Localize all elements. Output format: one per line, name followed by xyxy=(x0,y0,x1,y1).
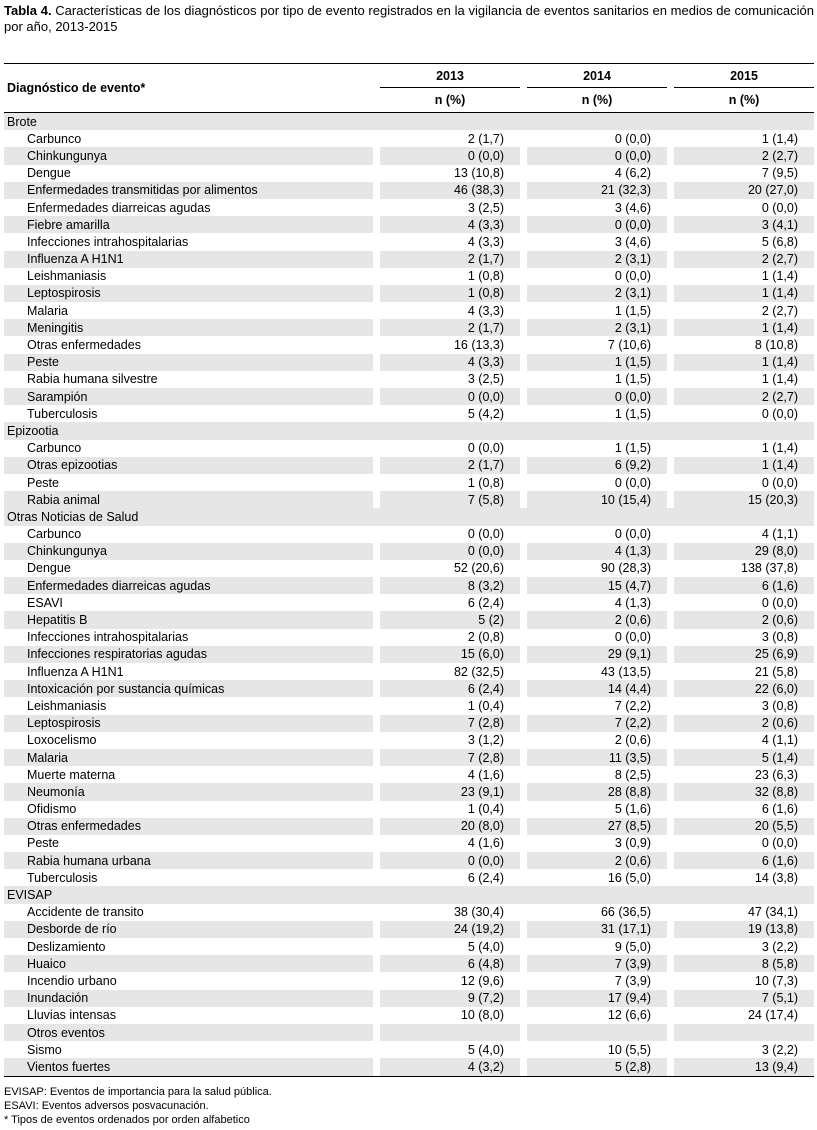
cell-year-2014: 1 (1,5) xyxy=(527,354,667,371)
row-diagnosis: Infecciones intrahospitalarias xyxy=(27,630,189,645)
table-row xyxy=(4,182,814,199)
cell-year-2013: 8 (3,2) xyxy=(380,577,520,594)
row-diagnosis: Leptospirosis xyxy=(4,285,373,302)
table-row xyxy=(4,697,814,714)
column-header-year-2015: 2015 xyxy=(674,64,814,88)
column-subheader-unit: n (%) xyxy=(728,93,760,107)
cell-year-2014: 16 (5,0) xyxy=(607,870,651,885)
row-diagnosis: Otras epizootias xyxy=(4,457,373,474)
cell-year-2013: 4 (3,3) xyxy=(380,216,520,233)
cell-year-2014: 90 (28,3) xyxy=(600,561,651,576)
cell-year-2014: 17 (9,4) xyxy=(527,990,667,1007)
cell-year-2014: 7 (3,9) xyxy=(614,973,651,988)
cell-year-2014: 2 (0,6) xyxy=(527,611,667,628)
cell-year-2013: 52 (20,6) xyxy=(453,561,504,576)
table-row xyxy=(4,1041,814,1058)
row-diagnosis: Intoxicación por sustancia químicas xyxy=(4,680,373,697)
cell-year-2014: 2 (3,1) xyxy=(527,319,667,336)
table-row xyxy=(4,354,814,371)
cell-year-2014: 3 (4,6) xyxy=(614,234,651,249)
row-diagnosis: Dengue xyxy=(27,561,71,576)
table-row xyxy=(4,783,814,800)
cell-year-2013: 0 (0,0) xyxy=(467,527,504,542)
cell-year-2014: 0 (0,0) xyxy=(614,475,651,490)
table-caption xyxy=(4,3,814,35)
cell-year-2013: 5 (4,2) xyxy=(467,406,504,421)
table-row xyxy=(4,869,814,886)
row-diagnosis: Peste xyxy=(4,354,373,371)
group-row xyxy=(4,508,814,525)
row-diagnosis: Rabia humana silvestre xyxy=(27,372,158,387)
table-row xyxy=(4,955,814,972)
cell-year-2015: 2 (2,7) xyxy=(674,251,814,268)
caption-label: Tabla 4. xyxy=(4,3,52,18)
cell-year-2014: 27 (8,5) xyxy=(527,818,667,835)
row-diagnosis: Peste xyxy=(27,475,59,490)
cell-year-2014: 4 (6,2) xyxy=(614,166,651,181)
table-row xyxy=(4,577,814,594)
cell-year-2013: 7 (5,8) xyxy=(380,491,520,508)
cell-year-2015: 4 (1,1) xyxy=(761,733,798,748)
cell-year-2014: 2 (0,6) xyxy=(527,852,667,869)
cell-year-2014: 1 (1,5) xyxy=(614,372,651,387)
row-diagnosis: Dengue xyxy=(27,166,71,181)
cell-year-2013 xyxy=(380,1024,520,1041)
table-row xyxy=(4,302,814,319)
column-header-year-2014: 2014 xyxy=(527,64,667,88)
cell-year-2015: 0 (0,0) xyxy=(761,200,798,215)
group-name: EVISAP xyxy=(4,886,814,903)
cell-year-2013: 2 (1,7) xyxy=(380,251,520,268)
row-diagnosis: Tuberculosis xyxy=(27,870,98,885)
cell-year-2013: 2 (1,7) xyxy=(380,319,520,336)
table-row xyxy=(4,594,814,611)
cell-year-2014: 14 (4,4) xyxy=(527,680,667,697)
cell-year-2013: 20 (8,0) xyxy=(380,818,520,835)
cell-year-2014: 10 (5,5) xyxy=(607,1042,651,1057)
row-diagnosis: Influenza A H1N1 xyxy=(4,251,373,268)
cell-year-2015: 1 (1,4) xyxy=(761,441,798,456)
row-diagnosis: Otros eventos xyxy=(4,1024,373,1041)
cell-year-2014: 7 (2,2) xyxy=(614,698,651,713)
cell-year-2014: 9 (5,0) xyxy=(614,939,651,954)
cell-year-2013: 16 (13,3) xyxy=(453,338,504,353)
cell-year-2013: 4 (1,6) xyxy=(467,836,504,851)
cell-year-2015: 5 (1,4) xyxy=(674,749,814,766)
cell-year-2015: 20 (5,5) xyxy=(674,818,814,835)
cell-year-2015: 14 (3,8) xyxy=(754,870,798,885)
row-diagnosis: Enfermedades diarreicas agudas xyxy=(4,577,373,594)
cell-year-2013: 82 (32,5) xyxy=(453,664,504,679)
cell-year-2014: 11 (3,5) xyxy=(527,749,667,766)
cell-year-2013: 7 (2,8) xyxy=(380,715,520,732)
cell-year-2014: 1 (1,5) xyxy=(614,406,651,421)
cell-year-2014: 7 (3,9) xyxy=(527,955,667,972)
row-diagnosis: Muerte materna xyxy=(27,767,116,782)
row-diagnosis: Tuberculosis xyxy=(27,406,98,421)
cell-year-2015: 0 (0,0) xyxy=(761,836,798,851)
cell-year-2014: 6 (9,2) xyxy=(527,457,667,474)
cell-year-2015: 6 (1,6) xyxy=(761,802,798,817)
table-row xyxy=(4,371,814,388)
cell-year-2015: 1 (1,4) xyxy=(761,131,798,146)
table-row xyxy=(4,405,814,422)
cell-year-2013: 3 (2,5) xyxy=(467,372,504,387)
cell-year-2013: 6 (4,8) xyxy=(380,955,520,972)
cell-year-2013: 46 (38,3) xyxy=(380,182,520,199)
cell-year-2015: 3 (2,2) xyxy=(761,939,798,954)
cell-year-2013: 13 (10,8) xyxy=(453,166,504,181)
cell-year-2013: 15 (6,0) xyxy=(380,646,520,663)
group-name: Brote xyxy=(4,113,814,131)
table-row xyxy=(4,972,814,989)
row-diagnosis: Malaria xyxy=(4,749,373,766)
row-diagnosis: Infecciones intrahospitalarias xyxy=(27,234,189,249)
row-diagnosis: Otras enfermedades xyxy=(4,818,373,835)
cell-year-2015 xyxy=(674,1024,814,1041)
cell-year-2015: 22 (6,0) xyxy=(674,680,814,697)
cell-year-2014: 43 (13,5) xyxy=(600,664,651,679)
cell-year-2014: 2 (3,1) xyxy=(527,285,667,302)
table-row xyxy=(4,921,814,938)
cell-year-2015: 32 (8,8) xyxy=(674,783,814,800)
cell-year-2015: 24 (17,4) xyxy=(747,1008,798,1023)
table-row xyxy=(4,818,814,835)
cell-year-2015: 3 (2,2) xyxy=(761,1042,798,1057)
cell-year-2013: 24 (19,2) xyxy=(380,921,520,938)
column-subheader-unit: n (%) xyxy=(434,93,466,107)
cell-year-2014: 1 (1,5) xyxy=(614,303,651,318)
cell-year-2015: 1 (1,4) xyxy=(674,285,814,302)
cell-year-2013: 5 (4,0) xyxy=(467,939,504,954)
cell-year-2014 xyxy=(527,1024,667,1041)
row-diagnosis: Rabia humana urbana xyxy=(4,852,373,869)
cell-year-2014: 4 (1,3) xyxy=(614,595,651,610)
table-row xyxy=(4,319,814,336)
cell-year-2015: 3 (4,1) xyxy=(674,216,814,233)
group-row xyxy=(4,113,814,131)
row-diagnosis: Carbunco xyxy=(27,527,82,542)
cell-year-2015: 3 (0,8) xyxy=(761,698,798,713)
row-diagnosis: Otras enfermedades xyxy=(27,338,141,353)
row-diagnosis: Leptospirosis xyxy=(4,715,373,732)
row-diagnosis: Sarampión xyxy=(4,388,373,405)
table-row xyxy=(4,766,814,783)
cell-year-2013: 4 (3,3) xyxy=(467,303,504,318)
cell-year-2014: 66 (36,5) xyxy=(600,905,651,920)
cell-year-2015: 2 (2,7) xyxy=(761,303,798,318)
cell-year-2013: 6 (2,4) xyxy=(380,680,520,697)
cell-year-2015: 3 (0,8) xyxy=(761,630,798,645)
cell-year-2014: 28 (8,8) xyxy=(527,783,667,800)
cell-year-2014: 29 (9,1) xyxy=(527,646,667,663)
cell-year-2014: 5 (1,6) xyxy=(614,802,651,817)
cell-year-2015: 21 (5,8) xyxy=(754,664,798,679)
cell-year-2014: 4 (1,3) xyxy=(527,543,667,560)
cell-year-2013: 4 (3,3) xyxy=(380,354,520,371)
table-row xyxy=(4,1007,814,1024)
table-row xyxy=(4,1058,814,1076)
table-row xyxy=(4,336,814,353)
row-diagnosis: Meningitis xyxy=(4,319,373,336)
cell-year-2014: 0 (0,0) xyxy=(527,388,667,405)
row-diagnosis: Deslizamiento xyxy=(27,939,106,954)
row-diagnosis: Huaico xyxy=(4,955,373,972)
cell-year-2013: 3 (1,2) xyxy=(467,733,504,748)
row-diagnosis: Enfermedades diarreicas agudas xyxy=(27,200,211,215)
table-row xyxy=(4,680,814,697)
table-row xyxy=(4,216,814,233)
row-diagnosis: Leishmaniasis xyxy=(27,269,107,284)
table-header xyxy=(4,64,814,113)
row-diagnosis: Desborde de río xyxy=(4,921,373,938)
cell-year-2013: 10 (8,0) xyxy=(460,1008,504,1023)
row-diagnosis: Hepatitis B xyxy=(4,611,373,628)
cell-year-2013: 1 (0,8) xyxy=(380,285,520,302)
cell-year-2013: 38 (30,4) xyxy=(453,905,504,920)
row-diagnosis: Malaria xyxy=(27,303,68,318)
table-row xyxy=(4,715,814,732)
cell-year-2013: 1 (0,8) xyxy=(467,269,504,284)
row-diagnosis: Carbunco xyxy=(27,441,82,456)
cell-year-2013: 23 (9,1) xyxy=(380,783,520,800)
row-diagnosis: Peste xyxy=(27,836,59,851)
table-row xyxy=(4,629,814,646)
cell-year-2013: 0 (0,0) xyxy=(467,441,504,456)
cell-year-2014: 2 (3,1) xyxy=(527,251,667,268)
cell-year-2013: 5 (4,0) xyxy=(467,1042,504,1057)
cell-year-2013: 2 (1,7) xyxy=(467,131,504,146)
cell-year-2015: 15 (20,3) xyxy=(674,491,814,508)
cell-year-2013: 12 (9,6) xyxy=(460,973,504,988)
table-row xyxy=(4,457,814,474)
caption-text: Características de los diagnósticos por tipo de evento registrados en la vigilancia de eventos sanitarios en medios de comunicación por año, 2013-2015 xyxy=(4,3,814,34)
footnote-ordering: * Tipos de eventos ordenados por orden alfabetico xyxy=(4,1114,250,1126)
cell-year-2013: 7 (2,8) xyxy=(380,749,520,766)
cell-year-2014: 7 (2,2) xyxy=(527,715,667,732)
cell-year-2014: 8 (2,5) xyxy=(614,767,651,782)
cell-year-2014: 0 (0,0) xyxy=(614,527,651,542)
cell-year-2014: 0 (0,0) xyxy=(614,269,651,284)
table-row xyxy=(4,732,814,749)
cell-year-2015: 1 (1,4) xyxy=(674,354,814,371)
row-diagnosis: ESAVI xyxy=(27,595,63,610)
row-diagnosis: Inundación xyxy=(4,990,373,1007)
cell-year-2013: 2 (1,7) xyxy=(380,457,520,474)
table-row xyxy=(4,491,814,508)
cell-year-2015: 2 (0,6) xyxy=(674,715,814,732)
table-row xyxy=(4,233,814,250)
cell-year-2015: 6 (1,6) xyxy=(674,852,814,869)
cell-year-2014: 3 (0,9) xyxy=(614,836,651,851)
row-diagnosis: Chinkungunya xyxy=(4,543,373,560)
row-diagnosis: Loxocelismo xyxy=(27,733,97,748)
cell-year-2015: 6 (1,6) xyxy=(674,577,814,594)
row-diagnosis: Infecciones respiratorias agudas xyxy=(4,646,373,663)
table-row xyxy=(4,199,814,216)
group-row xyxy=(4,886,814,903)
table-row xyxy=(4,663,814,680)
cell-year-2015: 20 (27,0) xyxy=(674,182,814,199)
cell-year-2015: 13 (9,4) xyxy=(674,1058,814,1076)
cell-year-2014: 7 (10,6) xyxy=(607,338,651,353)
cell-year-2015: 2 (0,6) xyxy=(674,611,814,628)
cell-year-2013: 0 (0,0) xyxy=(380,543,520,560)
cell-year-2015: 0 (0,0) xyxy=(761,406,798,421)
row-diagnosis: Incendio urbano xyxy=(27,973,117,988)
cell-year-2015: 47 (34,1) xyxy=(747,905,798,920)
column-header-diagnostico: Diagnóstico de evento* xyxy=(7,81,146,95)
row-diagnosis: Carbunco xyxy=(27,131,82,146)
table-row xyxy=(4,268,814,285)
cell-year-2015: 29 (8,0) xyxy=(674,543,814,560)
row-diagnosis: Influenza A H1N1 xyxy=(27,664,124,679)
table-body xyxy=(4,113,814,1077)
cell-year-2013: 1 (0,4) xyxy=(467,698,504,713)
table-row xyxy=(4,904,814,921)
cell-year-2015: 19 (13,8) xyxy=(674,921,814,938)
cell-year-2015: 0 (0,0) xyxy=(761,475,798,490)
cell-year-2014: 3 (4,6) xyxy=(614,200,651,215)
cell-year-2014: 31 (17,1) xyxy=(527,921,667,938)
row-diagnosis: Leishmaniasis xyxy=(27,698,107,713)
footnote-esavi: ESAVI: Eventos adversos posvacunación. xyxy=(4,1100,209,1112)
cell-year-2014: 5 (2,8) xyxy=(527,1058,667,1076)
cell-year-2013: 4 (1,6) xyxy=(467,767,504,782)
column-subheader-unit: n (%) xyxy=(581,93,613,107)
cell-year-2013: 5 (2) xyxy=(380,611,520,628)
table-row xyxy=(4,285,814,302)
footnote-evisap: EVISAP: Eventos de importancia para la salud pública. xyxy=(4,1086,272,1098)
cell-year-2013: 6 (2,4) xyxy=(467,595,504,610)
group-name: Otras Noticias de Salud xyxy=(4,508,814,525)
table-footnotes xyxy=(4,1085,272,1127)
cell-year-2015: 5 (6,8) xyxy=(761,234,798,249)
cell-year-2013: 9 (7,2) xyxy=(380,990,520,1007)
cell-year-2013: 1 (0,8) xyxy=(467,475,504,490)
cell-year-2015: 10 (7,3) xyxy=(754,973,798,988)
row-diagnosis: Chinkungunya xyxy=(4,147,373,164)
cell-year-2015: 1 (1,4) xyxy=(674,457,814,474)
cell-year-2013: 4 (3,2) xyxy=(380,1058,520,1076)
table-row xyxy=(4,388,814,405)
table-row xyxy=(4,147,814,164)
cell-year-2013: 0 (0,0) xyxy=(380,147,520,164)
column-header-year-2013: 2013 xyxy=(380,64,520,88)
cell-year-2013: 3 (2,5) xyxy=(467,200,504,215)
row-diagnosis: Lluvias intensas xyxy=(27,1008,116,1023)
cell-year-2015: 7 (9,5) xyxy=(761,166,798,181)
table-row xyxy=(4,440,814,457)
table-row xyxy=(4,852,814,869)
cell-year-2015: 7 (5,1) xyxy=(674,990,814,1007)
row-diagnosis: Neumonía xyxy=(4,783,373,800)
table-row xyxy=(4,251,814,268)
row-diagnosis: Accidente de transito xyxy=(27,905,144,920)
table-row xyxy=(4,474,814,491)
row-diagnosis: Sismo xyxy=(27,1042,62,1057)
cell-year-2013: 0 (0,0) xyxy=(380,852,520,869)
table-row xyxy=(4,749,814,766)
cell-year-2015: 1 (1,4) xyxy=(761,372,798,387)
cell-year-2015: 8 (5,8) xyxy=(674,955,814,972)
group-row xyxy=(4,422,814,439)
cell-year-2013: 6 (2,4) xyxy=(467,870,504,885)
cell-year-2014: 0 (0,0) xyxy=(614,630,651,645)
cell-year-2013: 1 (0,4) xyxy=(467,802,504,817)
table-row xyxy=(4,526,814,543)
row-diagnosis: Enfermedades transmitidas por alimentos xyxy=(4,182,373,199)
cell-year-2015: 8 (10,8) xyxy=(754,338,798,353)
cell-year-2014: 21 (32,3) xyxy=(527,182,667,199)
cell-year-2014: 2 (0,6) xyxy=(614,733,651,748)
cell-year-2015: 2 (2,7) xyxy=(674,147,814,164)
row-diagnosis: Ofidismo xyxy=(27,802,77,817)
table-row xyxy=(4,130,814,147)
cell-year-2014: 12 (6,6) xyxy=(607,1008,651,1023)
table-row xyxy=(4,165,814,182)
table-row xyxy=(4,835,814,852)
cell-year-2014: 0 (0,0) xyxy=(527,216,667,233)
cell-year-2015: 23 (6,3) xyxy=(754,767,798,782)
cell-year-2015: 1 (1,4) xyxy=(674,319,814,336)
cell-year-2013: 2 (0,8) xyxy=(467,630,504,645)
cell-year-2015: 2 (2,7) xyxy=(674,388,814,405)
cell-year-2014: 15 (4,7) xyxy=(527,577,667,594)
cell-year-2013: 4 (3,3) xyxy=(467,234,504,249)
table-row xyxy=(4,938,814,955)
row-diagnosis: Fiebre amarilla xyxy=(4,216,373,233)
cell-year-2013: 0 (0,0) xyxy=(380,388,520,405)
table-row xyxy=(4,646,814,663)
table-row xyxy=(4,990,814,1007)
group-name: Epizootia xyxy=(4,422,814,439)
cell-year-2015: 4 (1,1) xyxy=(761,527,798,542)
row-diagnosis: Rabia animal xyxy=(4,491,373,508)
cell-year-2014: 1 (1,5) xyxy=(614,441,651,456)
row-diagnosis: Vientos fuertes xyxy=(4,1058,373,1076)
table-row xyxy=(4,543,814,560)
cell-year-2015: 1 (1,4) xyxy=(761,269,798,284)
table-row xyxy=(4,611,814,628)
cell-year-2015: 25 (6,9) xyxy=(674,646,814,663)
cell-year-2014: 10 (15,4) xyxy=(527,491,667,508)
cell-year-2015: 0 (0,0) xyxy=(761,595,798,610)
table-row xyxy=(4,560,814,577)
cell-year-2015: 138 (37,8) xyxy=(741,561,798,576)
diagnostics-table xyxy=(4,63,814,1077)
cell-year-2014: 0 (0,0) xyxy=(527,147,667,164)
table-row xyxy=(4,801,814,818)
cell-year-2014: 0 (0,0) xyxy=(614,131,651,146)
table-row xyxy=(4,1024,814,1041)
